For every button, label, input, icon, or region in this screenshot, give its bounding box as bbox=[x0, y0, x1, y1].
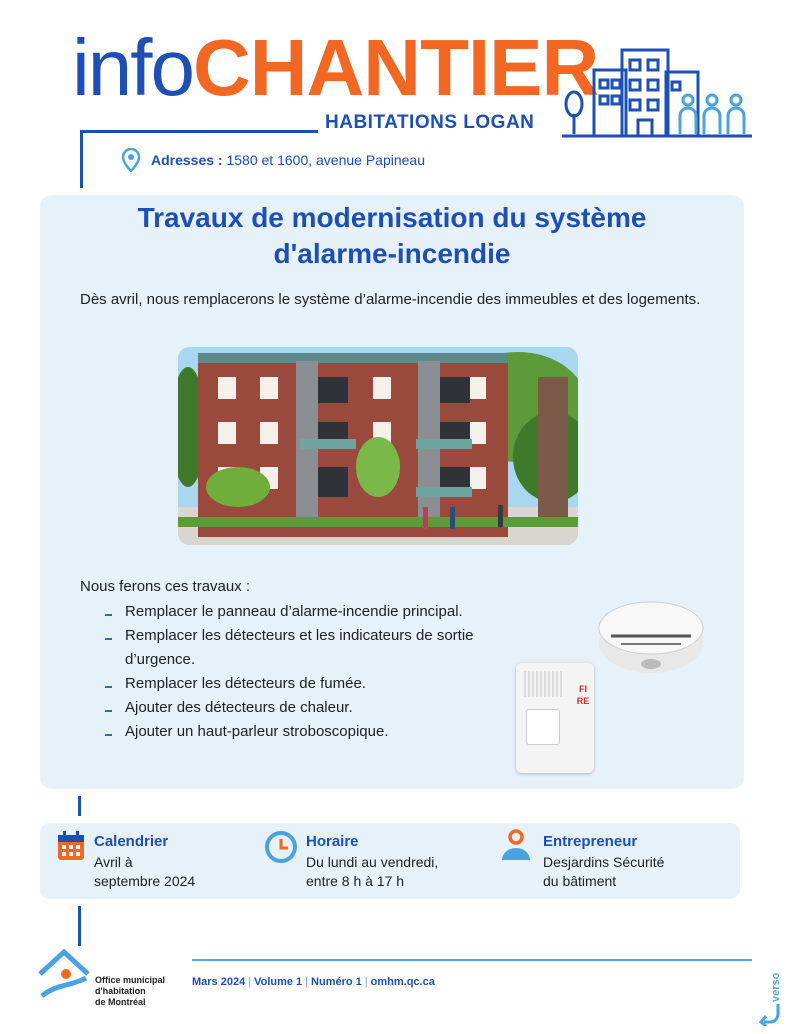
article-title-line1: Travaux de modernisation du système bbox=[137, 202, 647, 233]
header-rule-vertical bbox=[80, 130, 83, 188]
schedule-label: Horaire bbox=[306, 833, 359, 850]
list-item: Remplacer les détecteurs de fumée. bbox=[105, 672, 485, 696]
connector-rule bbox=[78, 796, 81, 816]
schedule-value: Du lundi au vendredi, entre 8 h à 17 h bbox=[306, 854, 439, 889]
smoke-detector-icon bbox=[596, 598, 706, 680]
footer-rule bbox=[192, 959, 752, 961]
header-subtitle: HABITATIONS LOGAN bbox=[325, 112, 535, 133]
organization-name: Office municipal d'habitation de Montréal bbox=[95, 975, 166, 1007]
info-schedule bbox=[306, 833, 438, 891]
location-pin-icon bbox=[121, 148, 141, 172]
website-link[interactable]: omhm.qc.ca bbox=[370, 976, 435, 988]
footer-meta: Mars 2024 | Volume 1 | Numéro 1 | omhm.qc.ca bbox=[192, 976, 435, 988]
info-contractor bbox=[543, 833, 664, 891]
list-item: Remplacer le panneau d’alarme-incendie principal. bbox=[105, 600, 485, 624]
list-item: Remplacer les détecteurs et les indicateurs de sortie d’urgence. bbox=[105, 624, 485, 672]
address-value: 1580 et 1600, avenue Papineau bbox=[226, 152, 425, 168]
omhm-logo-icon bbox=[36, 944, 92, 1004]
logo-wordmark bbox=[72, 23, 599, 112]
logo-chantier: CHANTIER bbox=[192, 23, 599, 112]
strobe-speaker bbox=[516, 663, 594, 773]
person-icon bbox=[498, 828, 534, 862]
calendar-value: Avril à septembre 2024 bbox=[94, 854, 196, 889]
contractor-value: Desjardins Sécurité du bâtiment bbox=[543, 854, 665, 889]
tasks-intro: Nous ferons ces travaux : bbox=[80, 578, 251, 595]
speaker-grille bbox=[524, 671, 564, 697]
header-rule bbox=[80, 130, 318, 133]
building-photo bbox=[178, 347, 578, 545]
strobe-label: FIRE bbox=[576, 684, 590, 706]
article-title bbox=[40, 200, 744, 272]
address-label: Adresses : bbox=[151, 152, 223, 168]
article-title-line2: d'alarme-incendie bbox=[273, 238, 511, 269]
task-list bbox=[105, 600, 485, 744]
calendar-label: Calendrier bbox=[94, 833, 169, 850]
calendar-icon bbox=[56, 830, 86, 862]
connector-rule bbox=[78, 906, 81, 946]
info-calendar bbox=[94, 833, 195, 891]
logo-info: info bbox=[72, 23, 193, 112]
address-line bbox=[121, 148, 425, 172]
article-intro: Dès avril, nous remplacerons le système d’alarme-incendie des immeubles et des logements. bbox=[80, 291, 701, 308]
issue-volume: Volume 1 bbox=[254, 976, 303, 988]
clock-icon bbox=[264, 830, 298, 864]
buildings-illustration bbox=[560, 42, 755, 142]
verso-label[interactable]: verso bbox=[770, 972, 782, 1002]
list-item: Ajouter des détecteurs de chaleur. bbox=[105, 696, 485, 720]
turn-page-arrow-icon[interactable] bbox=[758, 1002, 784, 1026]
contractor-label: Entrepreneur bbox=[543, 833, 638, 850]
issue-date: Mars 2024 bbox=[192, 976, 246, 988]
list-item: Ajouter un haut-parleur stroboscopique. bbox=[105, 720, 485, 744]
issue-number: Numéro 1 bbox=[311, 976, 362, 988]
strobe-lens bbox=[526, 709, 560, 745]
